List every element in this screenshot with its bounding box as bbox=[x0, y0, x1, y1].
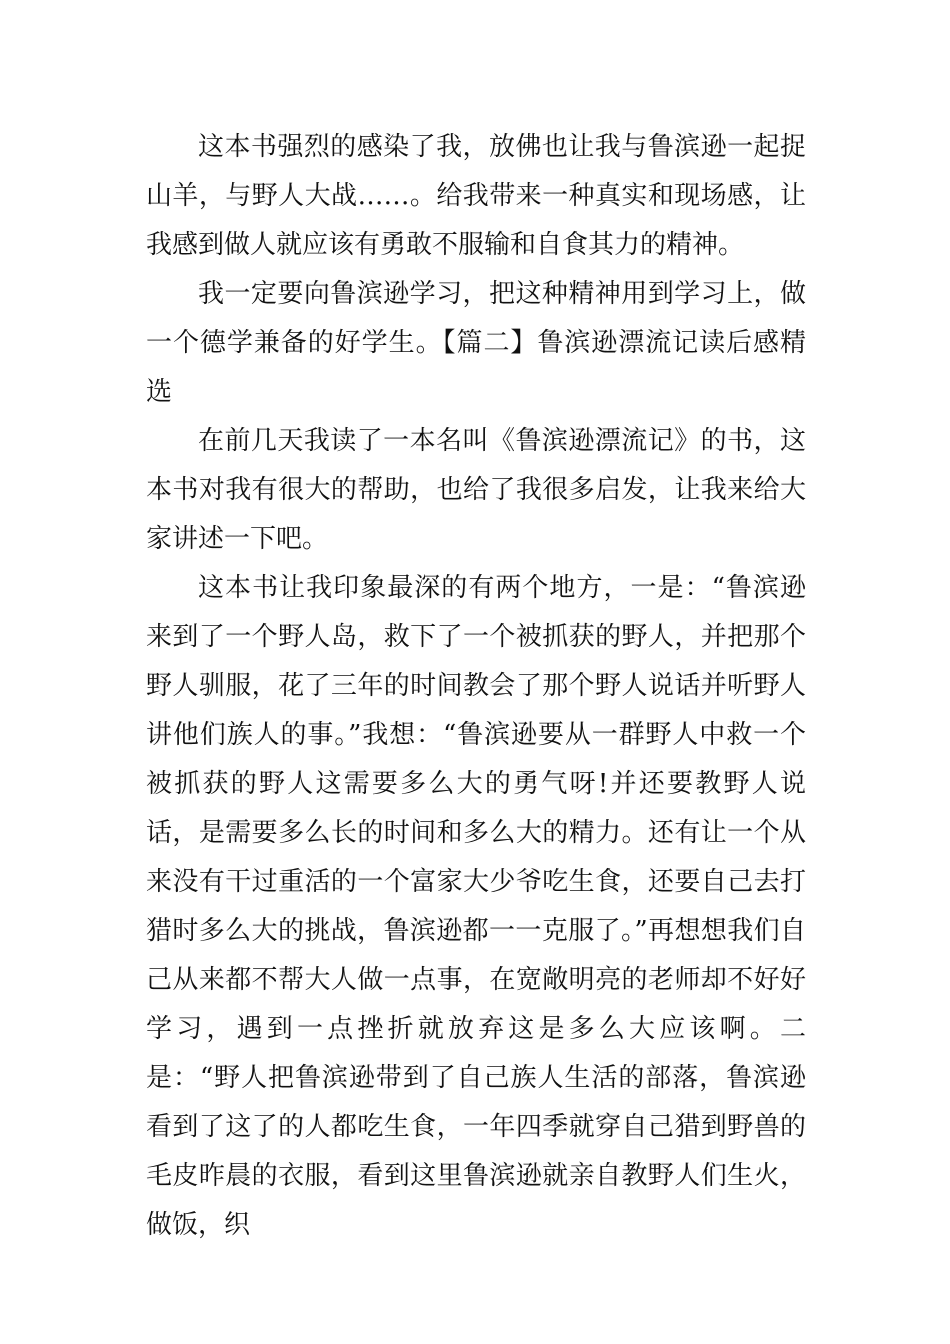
paragraph-1: 这本书强烈的感染了我，放佛也让我与鲁滨逊一起捉山羊，与野人大战……。给我带来一种真实和现场感，让我感到做人就应该有勇敢不服输和自食其力的精神。 bbox=[146, 132, 806, 260]
paragraph-2: 我一定要向鲁滨逊学习，把这种精神用到学习上，做一个德学兼备的好学生。【篇二】鲁滨逊漂流记读后感精选 bbox=[146, 279, 806, 407]
document-body bbox=[146, 123, 806, 1250]
paragraph-3: 在前几天我读了一本名叫《鲁滨逊漂流记》的书，这本书对我有很大的帮助，也给了我很多启发，让我来给大家讲述一下吧。 bbox=[146, 426, 806, 554]
paragraph-4: 这本书让我印象最深的有两个地方，一是：“鲁滨逊来到了一个野人岛，救下了一个被抓获的野人，并把那个野人驯服，花了三年的时间教会了那个野人说话并听野人讲他们族人的事。”我想：“鲁滨逊要从一群野人中救一个被抓获的野人这需要多么大的勇气呀!并还要教野人说话，是需要多么长的时间和多么大的精力。还有让一个从来没有干过重活的一个富家大少爷吃生食，还要自己去打猎时多么大的挑战，鲁滨逊都一一克服了。”再想想我们自己从来都不帮大人做一点事，在宽敞明亮的老师却不好好学习，遇到一点挫折就放弃这是多么大应该啊。二是：“野人把鲁滨逊带到了自己族人生活的部落，鲁滨逊看到了这了的人都吃生食，一年四季就穿自己猎到野兽的毛皮昨晨的衣服，看到这里鲁滨逊就亲自教野人们生火，做饭，织 bbox=[146, 573, 806, 1240]
